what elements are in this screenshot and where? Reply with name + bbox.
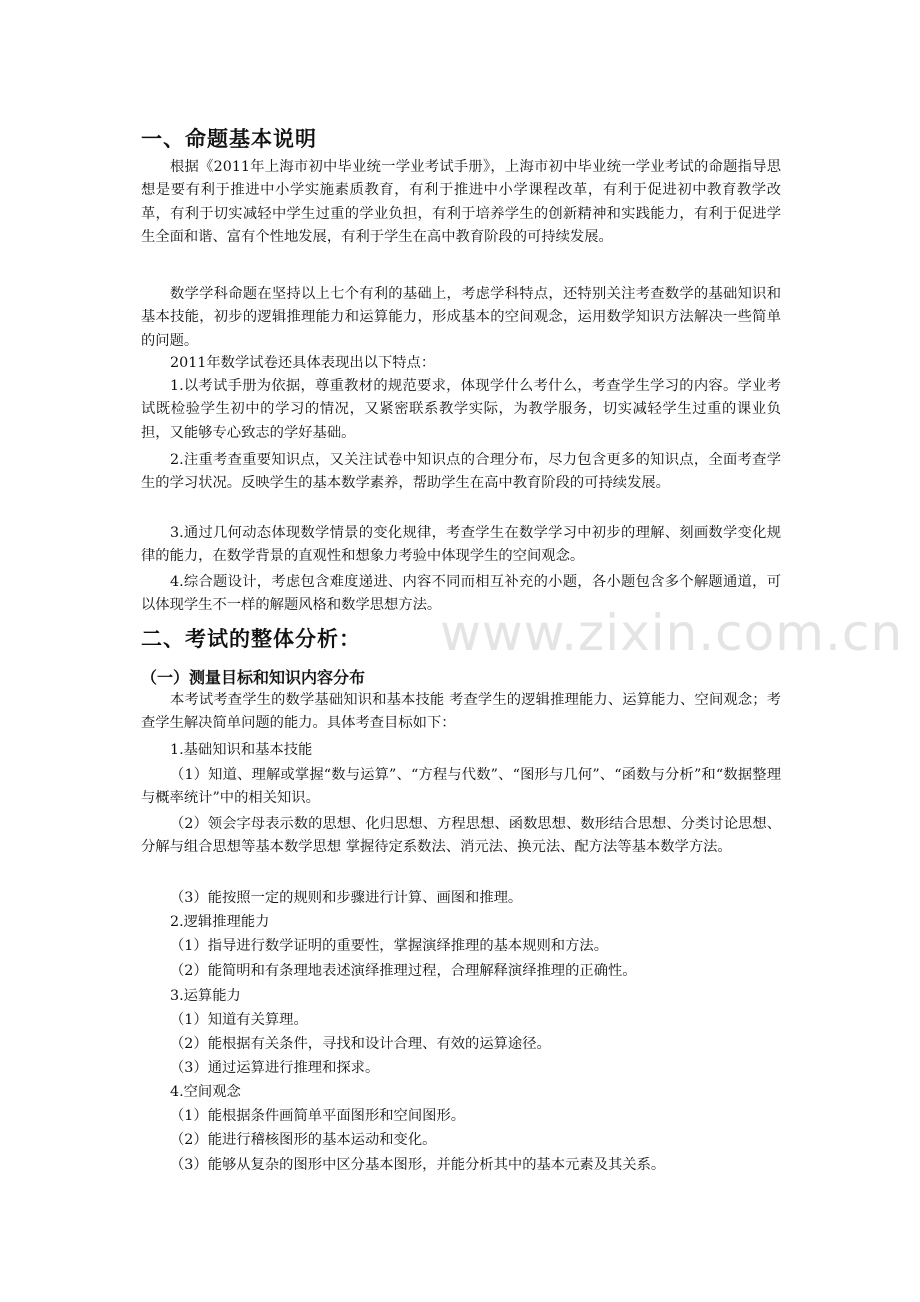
paragraph: 数学学科命题在坚持以上七个有利的基础上，考虑学科特点，还特别关注考查数学的基础知识和基本技能，初步的逻辑推理能力和运算能力，形成基本的空间观念，运用数学知识方法解决一些简单的问题。: [141, 286, 781, 349]
goal-item: （1）知道、理解或掌握“数与运算”、“方程与代数”、“图形与几何”、“函数与分析”和“数据整理与概率统计”中的相关知识。: [141, 767, 781, 807]
paragraph: 1.以考试手册为依据，尊重教材的规范要求，体现学什么考什么，考查学生学习的内容。学业考试既检验学生初中的学习的情况，又紧密联系教学实际，为教学服务，切实减轻学生过重的课业负担，又能够专心致志的学好基础。: [141, 378, 781, 441]
goal-item: （2）领会字母表示数的思想、化归思想、方程思想、函数思想、数形结合思想、分类讨论思想、分解与组合思想等基本数学思想 掌握待定系数法、消元法、换元法、配方法等基本数学方法。: [141, 816, 781, 856]
goal-title: 4.空间观念: [170, 1084, 241, 1100]
goal-item: （1）知道有关算理。: [170, 1012, 308, 1028]
goal-title: 2.逻辑推理能力: [170, 914, 270, 930]
goal-item: （2）能进行稽核图形的基本运动和变化。: [170, 1132, 437, 1148]
goal-title: 1.基础知识和基本技能: [170, 742, 313, 758]
goal-item: （2）能根据有关条件，寻找和设计合理、有效的运算途径。: [170, 1036, 551, 1052]
paragraph: 3.通过几何动态体现数学情景的变化规律，考查学生在数学学习中初步的理解、刻画数学变化规律的能力，在数学背景的直观性和想象力考验中体现学生的空间观念。: [141, 525, 781, 565]
goal-item: （3）通过运算进行推理和探求。: [170, 1060, 380, 1076]
sub-heading: （一）测量目标和知识内容分布: [141, 668, 366, 687]
paragraph: 4.综合题设计，考虑包含难度递进、内容不同而相互补充的小题，各小题包含多个解题通道，可以体现学生不一样的解题风格和数学思想方法。: [141, 574, 781, 614]
section-heading-2: 二、考试的整体分析：: [141, 627, 361, 651]
goal-item: （3）能按照一定的规则和步骤进行计算、画图和推理。: [170, 890, 523, 906]
watermark: www.zixin.com.cn: [440, 604, 904, 662]
goal-item: （3）能够从复杂的图形中区分基本图形，并能分析其中的基本元素及其关系。: [170, 1157, 666, 1173]
paragraph: 2011年数学试卷还具体表现出以下特点：: [170, 355, 436, 371]
goal-item: （2）能简明和有条理地表述演绎推理过程，合理解释演绎推理的正确性。: [170, 963, 637, 979]
section-heading-1: 一、命题基本说明: [141, 127, 317, 151]
paragraph: 根据《2011年上海市初中毕业统一学业考试手册》，上海市初中毕业统一学业考试的命题指导思想是要有利于推进中小学实施素质教育，有利于推进中小学课程改革，有利于促进初中教育教学改革，有利于切实减轻中学生过重的学业负担，有利于培养学生的创新精神和实践能力，有利于促进学生全面和谐、富有个性地发展，有利于学生在高中教育阶段的可持续发展。: [141, 159, 781, 245]
paragraph: 2.注重考查重要知识点，又关注试卷中知识点的合理分布，尽力包含更多的知识点，全面考查学生的学习状况。反映学生的基本数学素养，帮助学生在高中教育阶段的可持续发展。: [141, 452, 781, 492]
goal-item: （1）能根据条件画简单平面图形和空间图形。: [170, 1108, 466, 1124]
goal-item: （1）指导进行数学证明的重要性，掌握演绎推理的基本规则和方法。: [170, 938, 608, 954]
goal-title: 3.运算能力: [170, 988, 241, 1004]
paragraph: 本考试考查学生的数学基础知识和基本技能 考查学生的逻辑推理能力、运算能力、空间观念；考查学生解决简单问题的能力。具体考查目标如下：: [141, 692, 781, 732]
